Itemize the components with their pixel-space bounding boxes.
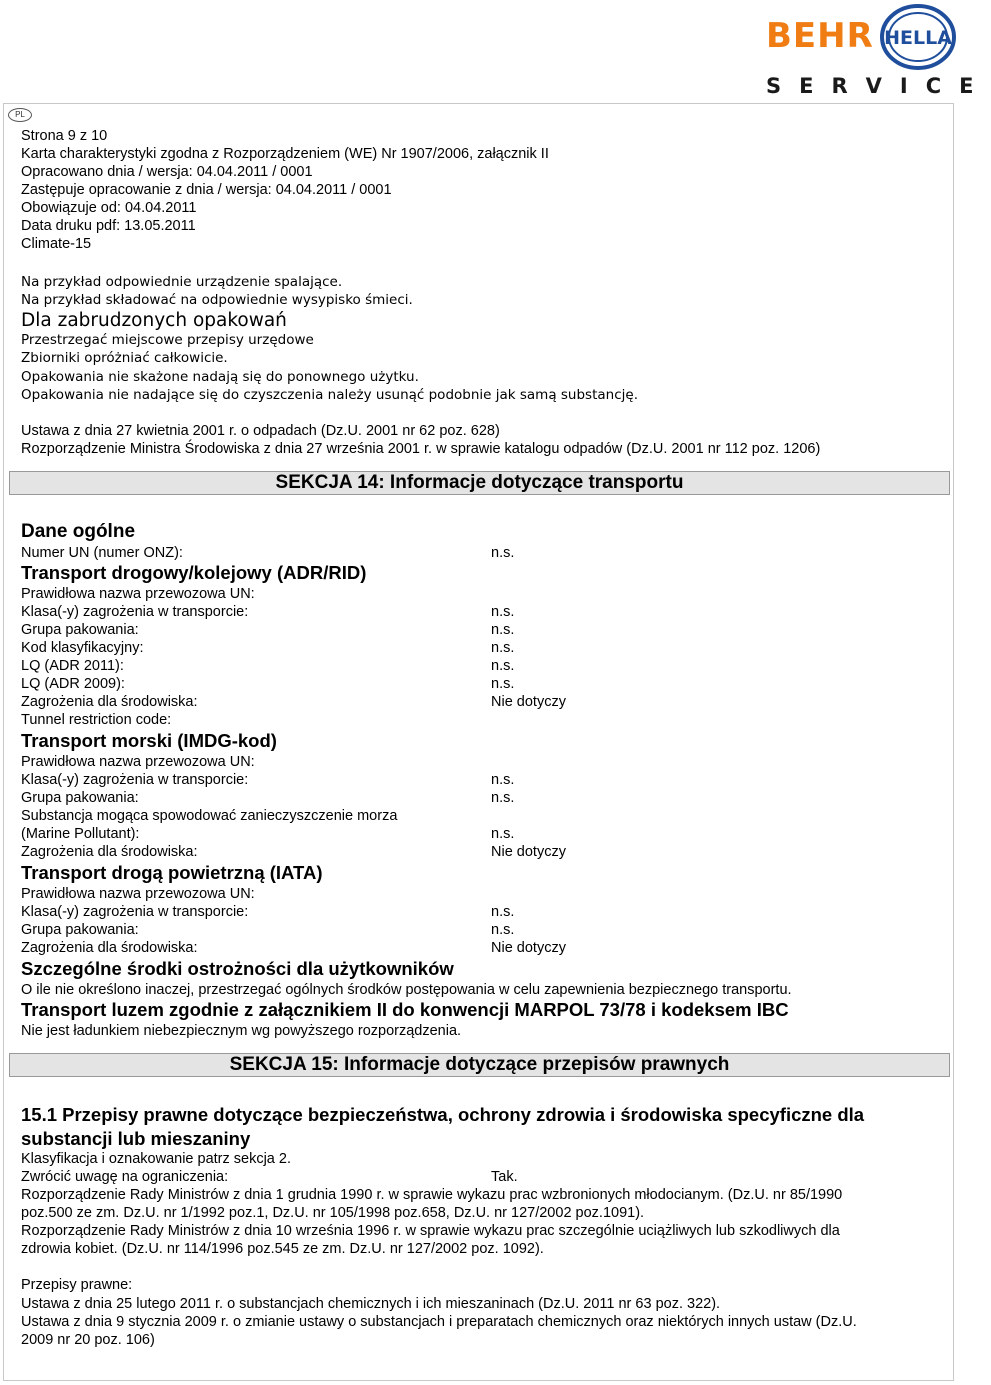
road-class-value: n.s. bbox=[491, 604, 515, 620]
hella-logo-icon bbox=[880, 4, 956, 70]
marine-pollutant-label: Substancja mogąca spowodować zanieczyszczenie morza bbox=[21, 808, 398, 824]
waste-catalogue-regulation: Rozporządzenie Ministra Środowiska z dnia 27 września 2001 r. w sprawie katalogu odpadów (Dz.U. 2001 nr 112 poz. 1206) bbox=[21, 441, 821, 457]
road-transport-heading: Transport drogowy/kolejowy (ADR/RID) bbox=[21, 562, 367, 583]
replaces-date: Zastępuje opracowanie z dnia / wersja: 04.04.2011 / 0001 bbox=[21, 182, 392, 198]
sea-group-label: Grupa pakowania: bbox=[21, 790, 139, 806]
air-env-label: Zagrożenia dla środowiska: bbox=[21, 940, 198, 956]
sea-env-value: Nie dotyczy bbox=[491, 844, 566, 860]
restrictions-value: Tak. bbox=[491, 1169, 518, 1185]
disposal-item: Opakowania nie skażone nadają się do ponownego użytku. bbox=[21, 369, 419, 385]
tunnel-code-label: Tunnel restriction code: bbox=[21, 712, 172, 728]
behr-hella-service-logo bbox=[760, 4, 991, 100]
sea-class-label: Klasa(-y) zagrożenia w transporcie: bbox=[21, 772, 249, 788]
road-group-value: n.s. bbox=[491, 622, 515, 638]
document-title: Karta charakterystyki zgodna z Rozporządzeniem (WE) Nr 1907/2006, załącznik II bbox=[21, 146, 549, 162]
road-class-label: Klasa(-y) zagrożenia w transporcie: bbox=[21, 604, 249, 620]
svg-text:HELLA: HELLA bbox=[884, 27, 952, 49]
prepared-date: Opracowano dnia / wersja: 04.04.2011 / 0001 bbox=[21, 164, 313, 180]
valid-from: Obowiązuje od: 04.04.2011 bbox=[21, 200, 197, 216]
sea-env-label: Zagrożenia dla środowiska: bbox=[21, 844, 198, 860]
regulation-2: Rozporządzenie Rady Ministrów z dnia 10 września 1996 r. w sprawie wykazu prac szczególnie uciążliwych lub szkodliwych dla bbox=[21, 1223, 840, 1239]
disposal-item: Zbiorniki opróżniać całkowicie. bbox=[21, 350, 228, 366]
road-env-value: Nie dotyczy bbox=[491, 694, 566, 710]
legal-regulations-label: Przepisy prawne: bbox=[21, 1277, 133, 1293]
air-class-value: n.s. bbox=[491, 904, 515, 920]
user-precautions-text: O ile nie określono inaczej, przestrzegać ogólnych środków postępowania w celu zapewnienia bezpiecznego transportu. bbox=[21, 982, 792, 998]
service-logo-text: SERVICE bbox=[766, 74, 991, 98]
section-14-title: SEKCJA 14: Informacje dotyczące transportu bbox=[9, 471, 950, 495]
lq-2011-value: n.s. bbox=[491, 658, 515, 674]
section-15-title: SEKCJA 15: Informacje dotyczące przepisów prawnych bbox=[9, 1053, 950, 1077]
language-badge: PL bbox=[8, 108, 32, 122]
un-number-value: n.s. bbox=[491, 545, 515, 561]
air-transport-heading: Transport drogą powietrzną (IATA) bbox=[21, 862, 323, 883]
air-group-label: Grupa pakowania: bbox=[21, 922, 139, 938]
road-group-label: Grupa pakowania: bbox=[21, 622, 139, 638]
air-class-label: Klasa(-y) zagrożenia w transporcie: bbox=[21, 904, 249, 920]
disposal-line-2: Na przykład składować na odpowiednie wysypisko śmieci. bbox=[21, 292, 413, 308]
road-shipping-name-label: Prawidłowa nazwa przewozowa UN: bbox=[21, 586, 255, 602]
print-date: Data druku pdf: 13.05.2011 bbox=[21, 218, 196, 234]
lq-2009-label: LQ (ADR 2009): bbox=[21, 676, 125, 692]
air-env-value: Nie dotyczy bbox=[491, 940, 566, 956]
classification-note: Klasyfikacja i oznakowanie patrz sekcja 2. bbox=[21, 1151, 291, 1167]
sea-transport-heading: Transport morski (IMDG-kod) bbox=[21, 730, 277, 751]
section-15-1-heading-2: substancji lub mieszaniny bbox=[21, 1128, 251, 1149]
regulation-2-cont: zdrowia kobiet. (Dz.U. nr 114/1996 poz.545 ze zm. Dz.U. nr 127/2002 poz. 1092). bbox=[21, 1241, 544, 1257]
air-shipping-name-label: Prawidłowa nazwa przewozowa UN: bbox=[21, 886, 255, 902]
act-1: Ustawa z dnia 25 lutego 2011 r. o substancjach chemicznych i ich mieszaninach (Dz.U. 2011 nr 63 poz. 322). bbox=[21, 1296, 721, 1312]
behr-logo-text: BEHR bbox=[766, 16, 874, 56]
lq-2009-value: n.s. bbox=[491, 676, 515, 692]
regulation-1-cont: poz.500 ze zm. Dz.U. nr 1/1992 poz.1, Dz.U. nr 105/1998 poz.658, Dz.U. nr 127/2002 poz.1091). bbox=[21, 1205, 645, 1221]
section-15-1-heading: 15.1 Przepisy prawne dotyczące bezpieczeństwa, ochrony zdrowia i środowiska specyficzne dla bbox=[21, 1104, 865, 1125]
road-code-label: Kod klasyfikacyjny: bbox=[21, 640, 144, 656]
contaminated-packaging-heading: Dla zabrudzonych opakowań bbox=[21, 310, 287, 331]
disposal-item: Przestrzegać miejscowe przepisy urzędowe bbox=[21, 332, 314, 348]
disposal-item: Opakowania nie nadające się do czyszczenia należy usunąć podobnie jak samą substancję. bbox=[21, 387, 638, 403]
sea-group-value: n.s. bbox=[491, 790, 515, 806]
marine-pollutant-label-2: (Marine Pollutant): bbox=[21, 826, 140, 842]
marine-pollutant-value: n.s. bbox=[491, 826, 515, 842]
act-2-cont: 2009 nr 20 poz. 106) bbox=[21, 1332, 155, 1348]
lq-2011-label: LQ (ADR 2011): bbox=[21, 658, 124, 674]
product-name: Climate-15 bbox=[21, 236, 92, 252]
road-code-value: n.s. bbox=[491, 640, 515, 656]
user-precautions-heading: Szczególne środki ostrożności dla użytkowników bbox=[21, 958, 454, 979]
un-number-label: Numer UN (numer ONZ): bbox=[21, 545, 183, 561]
sea-shipping-name-label: Prawidłowa nazwa przewozowa UN: bbox=[21, 754, 255, 770]
marpol-text: Nie jest ładunkiem niebezpiecznym wg powyższego rozporządzenia. bbox=[21, 1023, 462, 1039]
sea-class-value: n.s. bbox=[491, 772, 515, 788]
air-group-value: n.s. bbox=[491, 922, 515, 938]
road-env-label: Zagrożenia dla środowiska: bbox=[21, 694, 198, 710]
waste-law: Ustawa z dnia 27 kwietnia 2001 r. o odpadach (Dz.U. 2001 nr 62 poz. 628) bbox=[21, 423, 500, 439]
act-2: Ustawa z dnia 9 stycznia 2009 r. o zmianie ustawy o substancjach i preparatach chemicznych oraz niektórych innych ustaw (Dz.U. bbox=[21, 1314, 857, 1330]
regulation-1: Rozporządzenie Rady Ministrów z dnia 1 grudnia 1990 r. w sprawie wykazu prac wzbronionych młodocianym. (Dz.U. nr 85/1990 bbox=[21, 1187, 843, 1203]
disposal-line-1: Na przykład odpowiednie urządzenie spalające. bbox=[21, 274, 343, 290]
general-data-heading: Dane ogólne bbox=[21, 521, 136, 542]
restrictions-label: Zwrócić uwagę na ograniczenia: bbox=[21, 1169, 229, 1185]
marpol-heading: Transport luzem zgodnie z załącznikiem II do konwencji MARPOL 73/78 i kodeksem IBC bbox=[21, 999, 789, 1020]
page-number: Strona 9 z 10 bbox=[21, 128, 108, 144]
